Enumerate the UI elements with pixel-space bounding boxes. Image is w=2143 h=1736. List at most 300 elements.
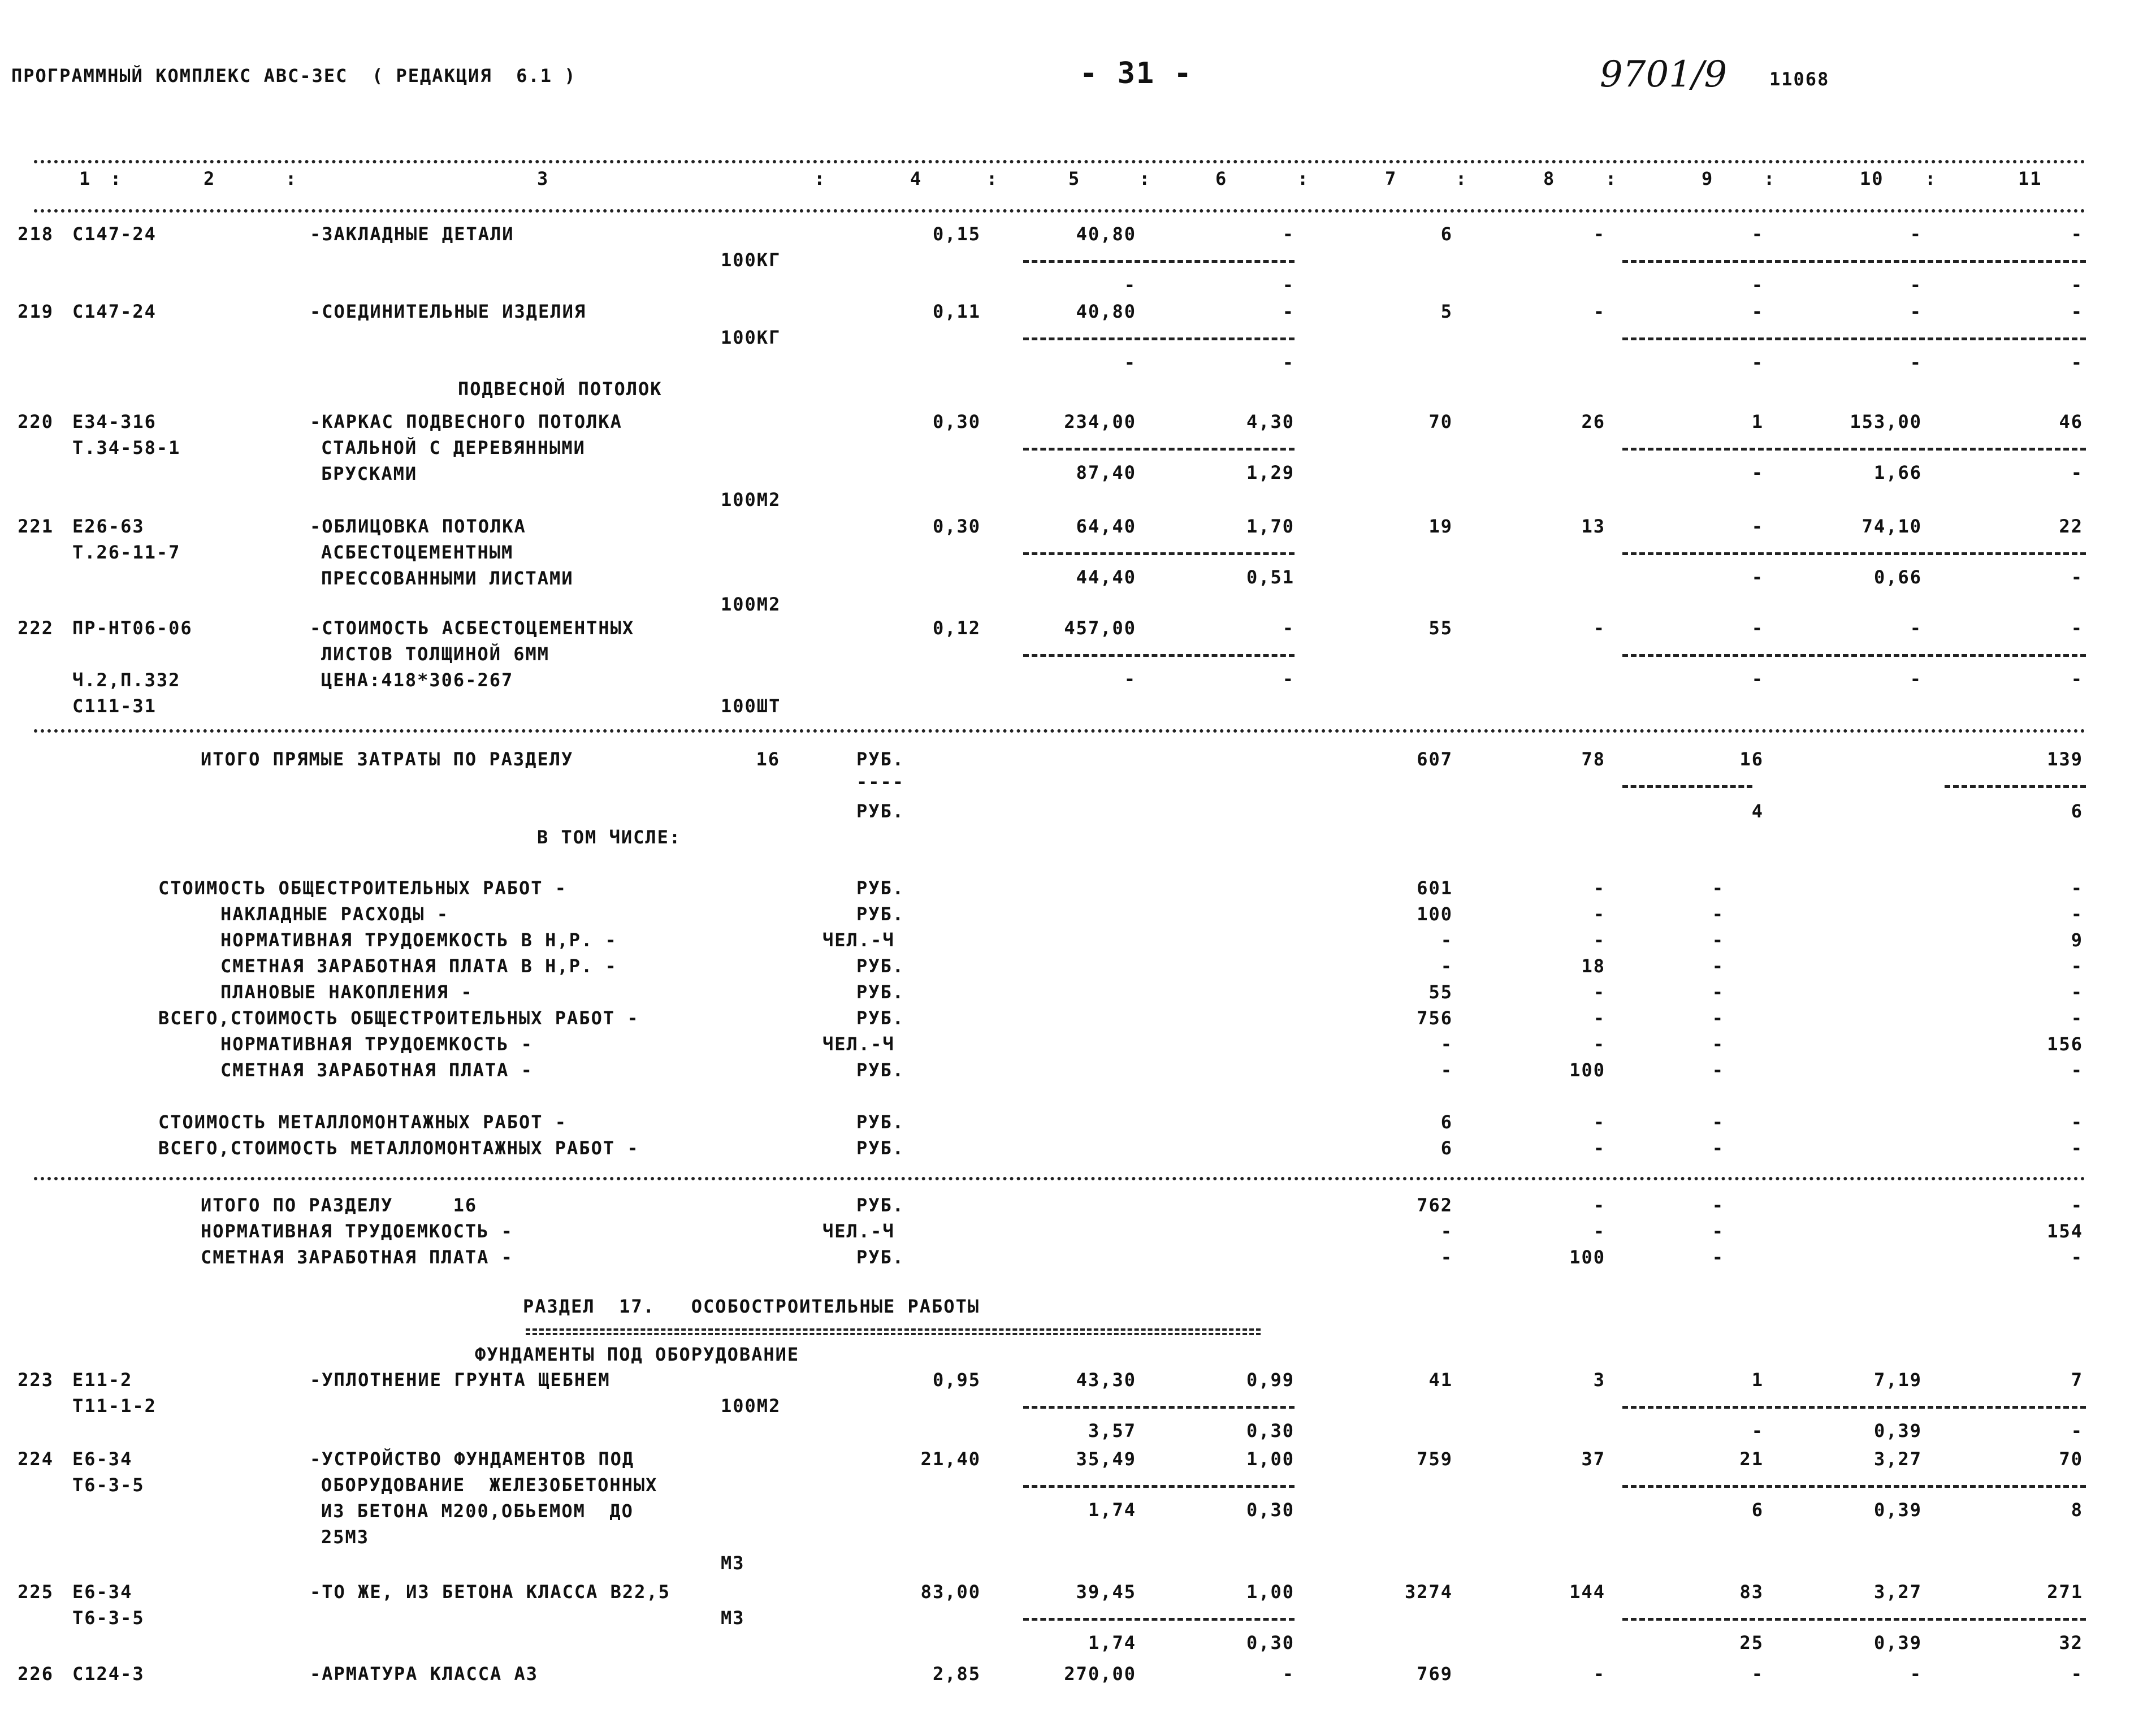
summary-c11: 9 xyxy=(2071,929,2083,951)
item-code: ПР-НТ06-06 xyxy=(72,617,193,639)
final-c11: 154 xyxy=(2047,1220,2083,1242)
col11-value: 46 xyxy=(2059,411,2083,432)
quantity: 0,30 xyxy=(932,411,981,432)
subtotal-dashes xyxy=(1622,448,2086,451)
summary-label: ВСЕГО,СТОИМОСТЬ ОБЩЕСТРОИТЕЛЬНЫХ РАБОТ - xyxy=(158,1007,639,1029)
unit-cost: 64,40 xyxy=(1076,516,1136,537)
final-unit: РУБ. xyxy=(856,1194,905,1216)
col8-value: 26 xyxy=(1581,411,1605,432)
item-name: -УСТРОЙСТВО ФУНДАМЕНТОВ ПОД xyxy=(310,1448,635,1470)
col10-value: 7,19 xyxy=(1873,1369,1922,1391)
total-c11-wage: 6 xyxy=(2071,800,2083,822)
col9-wage: 6 xyxy=(1751,1499,1764,1521)
total-c7: 607 xyxy=(1417,748,1453,770)
unit-wage: 3,57 xyxy=(1088,1420,1136,1441)
final-c7: - xyxy=(1440,1220,1453,1242)
unit-cost: 35,49 xyxy=(1076,1448,1136,1470)
col11-wage: 8 xyxy=(2071,1499,2083,1521)
summary-c8: - xyxy=(1593,1033,1605,1055)
col10-value: 153,00 xyxy=(1850,411,1922,432)
total-cost: 759 xyxy=(1417,1448,1453,1470)
unit-wage-col6: 0,51 xyxy=(1246,566,1295,588)
unit-wage: - xyxy=(1124,274,1136,296)
item-code: С147-24 xyxy=(72,301,157,322)
col8-value: - xyxy=(1593,617,1605,639)
col9-value: - xyxy=(1751,223,1764,245)
final-label: ИТОГО ПО РАЗДЕЛУ 16 xyxy=(201,1194,478,1216)
unit-wage-col6: - xyxy=(1282,274,1295,296)
column-separator: : xyxy=(814,168,826,189)
subsection-title: ПОДВЕСНОЙ ПОТОЛОК xyxy=(458,378,663,400)
item-name: -УПЛОТНЕНИЕ ГРУНТА ЩЕБНЕМ xyxy=(310,1369,611,1391)
final-label: СМЕТНАЯ ЗАРАБОТНАЯ ПЛАТА - xyxy=(201,1246,513,1268)
summary-unit: ЧЕЛ.-Ч xyxy=(822,1033,895,1055)
item-code: Ч.2,П.332 xyxy=(72,669,181,691)
item-name: ЦЕНА:418*306-267 xyxy=(321,669,514,691)
item-unit: 100М2 xyxy=(721,1395,781,1417)
summary-c8: 100 xyxy=(1569,1059,1605,1081)
summary-c11: 156 xyxy=(2047,1033,2083,1055)
summary-label: СТОИМОСТЬ ОБЩЕСТРОИТЕЛЬНЫХ РАБОТ - xyxy=(158,877,568,899)
column-header-11: 11 xyxy=(2018,168,2042,189)
item-code: Т.34-58-1 xyxy=(72,437,181,458)
final-c11: - xyxy=(2071,1246,2083,1268)
item-name: -СТОИМОСТЬ АСБЕСТОЦЕМЕНТНЫХ xyxy=(310,617,635,639)
subtotal-dashes xyxy=(1622,785,1752,788)
col10-wage: 0,39 xyxy=(1873,1420,1922,1441)
unit-cost-col6: 1,00 xyxy=(1246,1581,1295,1603)
item-code: Е26-63 xyxy=(72,516,145,537)
col11-value: 70 xyxy=(2059,1448,2083,1470)
total-cost: 41 xyxy=(1428,1369,1453,1391)
subtotal-dashes xyxy=(1622,1618,2086,1621)
col10-value: - xyxy=(1910,1663,1922,1685)
subtotal-dashes xyxy=(1622,654,2086,657)
summary-c11: - xyxy=(2071,1007,2083,1029)
summary-label: ВСЕГО,СТОИМОСТЬ МЕТАЛЛОМОНТАЖНЫХ РАБОТ - xyxy=(158,1137,639,1159)
column-header-3: 3 xyxy=(537,168,549,189)
total-cost: 5 xyxy=(1440,301,1453,322)
final-c7: 762 xyxy=(1417,1194,1453,1216)
subtotal-dashes xyxy=(1622,1485,2086,1488)
final-unit: ЧЕЛ.-Ч xyxy=(822,1220,895,1242)
document-code: 11068 xyxy=(1769,68,1830,90)
col8-value: 13 xyxy=(1581,516,1605,537)
total-cost: 769 xyxy=(1417,1663,1453,1685)
col10-value: - xyxy=(1910,617,1922,639)
item-name: -СОЕДИНИТЕЛЬНЫЕ ИЗДЕЛИЯ xyxy=(310,301,587,322)
unit-cost: 40,80 xyxy=(1076,223,1136,245)
subtotal-dashes xyxy=(1023,1406,1295,1409)
col9-value: 21 xyxy=(1739,1448,1764,1470)
final-unit: РУБ. xyxy=(856,1246,905,1268)
col8-value: 144 xyxy=(1569,1581,1605,1603)
column-header-2: 2 xyxy=(204,168,216,189)
item-code: Т.26-11-7 xyxy=(72,542,181,563)
program-header: ПРОГРАММНЫЙ КОМПЛЕКС АВС-3ЕС ( РЕДАКЦИЯ 6.1 ) xyxy=(11,65,577,86)
col10-wage: - xyxy=(1910,352,1922,373)
unit-wage-col6: - xyxy=(1282,352,1295,373)
total-unit-underline: ---- xyxy=(856,771,905,793)
summary-c11: - xyxy=(2071,1137,2083,1159)
summary-c8: - xyxy=(1593,929,1605,951)
col10-wage: 0,39 xyxy=(1873,1632,1922,1653)
col10-value: 3,27 xyxy=(1873,1448,1922,1470)
summary-label: НОРМАТИВНАЯ ТРУДОЕМКОСТЬ В Н,Р. - xyxy=(220,929,617,951)
item-name: ИЗ БЕТОНА М200,ОБЬЕМОМ ДО xyxy=(321,1500,634,1522)
col9-value: - xyxy=(1751,301,1764,322)
item-code: Е11-2 xyxy=(72,1369,133,1391)
total-cost: 55 xyxy=(1428,617,1453,639)
total-cost: 70 xyxy=(1428,411,1453,432)
final-c8: - xyxy=(1593,1194,1605,1216)
col11-wage: - xyxy=(2071,1420,2083,1441)
summary-label: СМЕТНАЯ ЗАРАБОТНАЯ ПЛАТА В Н,Р. - xyxy=(220,955,617,977)
top-rule xyxy=(34,160,2086,163)
unit-wage-col6: 0,30 xyxy=(1246,1420,1295,1441)
column-header-8: 8 xyxy=(1543,168,1556,189)
summary-c7: 601 xyxy=(1417,877,1453,899)
unit-wage: 1,74 xyxy=(1088,1499,1136,1521)
unit-cost-col6: - xyxy=(1282,301,1295,322)
summary-c9: - xyxy=(1712,1033,1724,1055)
final-c8: - xyxy=(1593,1220,1605,1242)
final-c9: - xyxy=(1712,1220,1724,1242)
subtotal-dashes xyxy=(1023,552,1295,555)
item-name: ПРЕССОВАННЫМИ ЛИСТАМИ xyxy=(321,568,574,589)
summary-label: НОРМАТИВНАЯ ТРУДОЕМКОСТЬ - xyxy=(220,1033,533,1055)
item-code: С147-24 xyxy=(72,223,157,245)
summary-c9: - xyxy=(1712,955,1724,977)
subtotal-dashes xyxy=(1622,260,2086,263)
item-number: 223 xyxy=(18,1369,54,1391)
unit-wage: 1,74 xyxy=(1088,1632,1136,1653)
unit-wage-col6: 0,30 xyxy=(1246,1499,1295,1521)
col11-wage: - xyxy=(2071,462,2083,483)
column-separator: : xyxy=(1764,168,1776,189)
col8-value: 37 xyxy=(1581,1448,1605,1470)
unit-cost: 234,00 xyxy=(1064,411,1136,432)
summary-unit: РУБ. xyxy=(856,1137,905,1159)
summary-unit: РУБ. xyxy=(856,981,905,1003)
col9-wage: 25 xyxy=(1739,1632,1764,1653)
unit-cost-col6: 1,70 xyxy=(1246,516,1295,537)
total-unit: РУБ. xyxy=(856,748,905,770)
col11-value: - xyxy=(2071,1663,2083,1685)
subtotal-dashes xyxy=(1023,337,1295,340)
final-c9: - xyxy=(1712,1194,1724,1216)
unit-cost-col6: 0,99 xyxy=(1246,1369,1295,1391)
column-header-6: 6 xyxy=(1215,168,1228,189)
col11-wage: - xyxy=(2071,668,2083,690)
item-code: Е6-34 xyxy=(72,1581,133,1603)
item-name: -ЗАКЛАДНЫЕ ДЕТАЛИ xyxy=(310,223,514,245)
col9-wage: - xyxy=(1751,566,1764,588)
item-name: -АРМАТУРА КЛАССА А3 xyxy=(310,1663,539,1685)
quantity: 83,00 xyxy=(920,1581,981,1603)
item-number: 219 xyxy=(18,301,54,322)
column-header-10: 10 xyxy=(1860,168,1884,189)
summary-c9: - xyxy=(1712,929,1724,951)
item-unit: 100КГ xyxy=(721,327,781,348)
section-title-underline xyxy=(526,1333,1261,1335)
col10-wage: 1,66 xyxy=(1873,462,1922,483)
column-separator: : xyxy=(1456,168,1468,189)
item-unit: М3 xyxy=(721,1607,745,1629)
total-c11: 139 xyxy=(2047,748,2083,770)
column-header-9: 9 xyxy=(1702,168,1714,189)
item-name: БРУСКАМИ xyxy=(321,463,418,484)
total-section-number: 16 xyxy=(756,748,780,770)
unit-cost: 40,80 xyxy=(1076,301,1136,322)
item-code: С111-31 xyxy=(72,695,157,717)
col11-value: 7 xyxy=(2071,1369,2083,1391)
section-17-title: РАЗДЕЛ 17. ОСОБОСТРОИТЕЛЬНЫЕ РАБОТЫ xyxy=(523,1296,980,1317)
section-title-underline xyxy=(526,1328,1261,1331)
final-c9: - xyxy=(1712,1246,1724,1268)
col10-wage: - xyxy=(1910,668,1922,690)
item-name: АСБЕСТОЦЕМЕНТНЫМ xyxy=(321,542,514,563)
summary-c8: - xyxy=(1593,877,1605,899)
col9-value: - xyxy=(1751,1663,1764,1685)
total-cost: 3274 xyxy=(1404,1581,1453,1603)
col11-value: 22 xyxy=(2059,516,2083,537)
col8-value: 3 xyxy=(1593,1369,1605,1391)
summary-unit: РУБ. xyxy=(856,1111,905,1133)
total-c9: 16 xyxy=(1739,748,1764,770)
col10-value: - xyxy=(1910,223,1922,245)
summary-c11: - xyxy=(2071,955,2083,977)
col10-wage: 0,39 xyxy=(1873,1499,1922,1521)
final-c8: 100 xyxy=(1569,1246,1605,1268)
item-code: Т6-3-5 xyxy=(72,1607,145,1629)
item-code: Т11-1-2 xyxy=(72,1395,157,1417)
col11-value: 271 xyxy=(2047,1581,2083,1603)
col9-wage: - xyxy=(1751,668,1764,690)
summary-c9: - xyxy=(1712,877,1724,899)
unit-wage-col6: 1,29 xyxy=(1246,462,1295,483)
column-separator: : xyxy=(110,168,123,189)
summary-label: СТОИМОСТЬ МЕТАЛЛОМОНТАЖНЫХ РАБОТ - xyxy=(158,1111,568,1133)
summary-c7: - xyxy=(1440,955,1453,977)
quantity: 0,12 xyxy=(932,617,981,639)
unit-cost: 43,30 xyxy=(1076,1369,1136,1391)
unit-cost-col6: 4,30 xyxy=(1246,411,1295,432)
unit-wage: - xyxy=(1124,352,1136,373)
unit-wage: 44,40 xyxy=(1076,566,1136,588)
summary-c9: - xyxy=(1712,1007,1724,1029)
item-name: ЛИСТОВ ТОЛЩИНОЙ 6ММ xyxy=(321,643,550,665)
quantity: 2,85 xyxy=(932,1663,981,1685)
unit-wage: - xyxy=(1124,668,1136,690)
col9-value: - xyxy=(1751,516,1764,537)
summary-c8: - xyxy=(1593,981,1605,1003)
column-separator: : xyxy=(1139,168,1151,189)
col11-wage: - xyxy=(2071,566,2083,588)
col9-wage: - xyxy=(1751,352,1764,373)
item-number: 218 xyxy=(18,223,54,245)
summary-c9: - xyxy=(1712,1111,1724,1133)
total-label: ИТОГО ПРЯМЫЕ ЗАТРАТЫ ПО РАЗДЕЛУ xyxy=(201,748,574,770)
unit-wage-col6: - xyxy=(1282,668,1295,690)
item-code: Т6-3-5 xyxy=(72,1474,145,1496)
total-cost: 19 xyxy=(1428,516,1453,537)
col9-value: 1 xyxy=(1751,1369,1764,1391)
unit-wage: 87,40 xyxy=(1076,462,1136,483)
col9-wage: - xyxy=(1751,1420,1764,1441)
subtotal-dashes xyxy=(1622,337,2086,340)
total-cost: 6 xyxy=(1440,223,1453,245)
summary-label: ПЛАНОВЫЕ НАКОПЛЕНИЯ - xyxy=(220,981,473,1003)
subtotal-dashes xyxy=(1622,552,2086,555)
including-label: В ТОМ ЧИСЛЕ: xyxy=(537,826,682,848)
summary-c7: - xyxy=(1440,1059,1453,1081)
final-label: НОРМАТИВНАЯ ТРУДОЕМКОСТЬ - xyxy=(201,1220,513,1242)
col11-value: - xyxy=(2071,617,2083,639)
handwritten-number: 9701/9 xyxy=(1600,54,1728,96)
column-header-7: 7 xyxy=(1385,168,1397,189)
section-end-rule xyxy=(34,1177,2086,1180)
summary-c8: - xyxy=(1593,1111,1605,1133)
item-number: 225 xyxy=(18,1581,54,1603)
col9-value: - xyxy=(1751,617,1764,639)
subtotal-dashes xyxy=(1023,448,1295,451)
unit-cost: 457,00 xyxy=(1064,617,1136,639)
summary-c7: 6 xyxy=(1440,1137,1453,1159)
summary-c7: - xyxy=(1440,1033,1453,1055)
summary-unit: РУБ. xyxy=(856,1007,905,1029)
header-rule xyxy=(34,209,2086,213)
subtotal-dashes xyxy=(1023,1618,1295,1621)
summary-c9: - xyxy=(1712,1059,1724,1081)
section-rule xyxy=(34,729,2086,733)
item-name: ОБОРУДОВАНИЕ ЖЕЛЕЗОБЕТОННЫХ xyxy=(321,1474,658,1496)
summary-c11: - xyxy=(2071,981,2083,1003)
item-unit: 100М2 xyxy=(721,489,781,510)
total-unit-2: РУБ. xyxy=(856,800,905,822)
column-separator: : xyxy=(1925,168,1937,189)
item-number: 221 xyxy=(18,516,54,537)
col8-value: - xyxy=(1593,301,1605,322)
unit-cost: 39,45 xyxy=(1076,1581,1136,1603)
col11-wage: - xyxy=(2071,352,2083,373)
summary-c7: 6 xyxy=(1440,1111,1453,1133)
summary-c9: - xyxy=(1712,1137,1724,1159)
subtotal-dashes xyxy=(1023,1485,1295,1488)
summary-c11: - xyxy=(2071,877,2083,899)
subtotal-dashes xyxy=(1622,1406,2086,1409)
col8-value: - xyxy=(1593,1663,1605,1685)
item-name: -ТО ЖЕ, ИЗ БЕТОНА КЛАССА В22,5 xyxy=(310,1581,670,1603)
total-c8: 78 xyxy=(1581,748,1605,770)
summary-label: НАКЛАДНЫЕ РАСХОДЫ - xyxy=(220,903,449,925)
summary-c8: - xyxy=(1593,1137,1605,1159)
col9-value: 1 xyxy=(1751,411,1764,432)
item-code: Е6-34 xyxy=(72,1448,133,1470)
col11-value: - xyxy=(2071,223,2083,245)
unit-cost-col6: 1,00 xyxy=(1246,1448,1295,1470)
item-unit: М3 xyxy=(721,1552,745,1574)
summary-c8: 18 xyxy=(1581,955,1605,977)
column-separator: : xyxy=(1605,168,1618,189)
item-number: 220 xyxy=(18,411,54,432)
col11-wage: 32 xyxy=(2059,1632,2083,1653)
item-name: 25М3 xyxy=(321,1526,370,1548)
item-number: 224 xyxy=(18,1448,54,1470)
final-c11: - xyxy=(2071,1194,2083,1216)
subtotal-dashes xyxy=(1023,260,1295,263)
unit-cost: 270,00 xyxy=(1064,1663,1136,1685)
item-name: СТАЛЬНОЙ С ДЕРЕВЯННЫМИ xyxy=(321,437,586,458)
quantity: 0,11 xyxy=(932,301,981,322)
col8-value: - xyxy=(1593,223,1605,245)
section-17-subtitle: ФУНДАМЕНТЫ ПОД ОБОРУДОВАНИЕ xyxy=(475,1344,800,1365)
column-header-4: 4 xyxy=(910,168,923,189)
summary-label: СМЕТНАЯ ЗАРАБОТНАЯ ПЛАТА - xyxy=(220,1059,533,1081)
col9-value: 83 xyxy=(1739,1581,1764,1603)
column-separator: : xyxy=(1297,168,1310,189)
item-unit: 100КГ xyxy=(721,249,781,271)
col9-wage: - xyxy=(1751,462,1764,483)
col10-value: - xyxy=(1910,301,1922,322)
summary-unit: ЧЕЛ.-Ч xyxy=(822,929,895,951)
col10-wage: - xyxy=(1910,274,1922,296)
column-header-1: 1 xyxy=(79,168,92,189)
summary-c9: - xyxy=(1712,903,1724,925)
summary-c8: - xyxy=(1593,903,1605,925)
subtotal-dashes xyxy=(1945,785,2086,788)
page-number: - 31 - xyxy=(1080,57,1193,90)
item-unit: 100М2 xyxy=(721,594,781,615)
col10-value: 74,10 xyxy=(1861,516,1922,537)
summary-c7: - xyxy=(1440,929,1453,951)
item-code: Е34-316 xyxy=(72,411,157,432)
item-number: 222 xyxy=(18,617,54,639)
col11-wage: - xyxy=(2071,274,2083,296)
item-name: -ОБЛИЦОВКА ПОТОЛКА xyxy=(310,516,526,537)
column-separator: : xyxy=(285,168,298,189)
quantity: 21,40 xyxy=(920,1448,981,1470)
column-header-5: 5 xyxy=(1068,168,1081,189)
col9-wage: - xyxy=(1751,274,1764,296)
quantity: 0,30 xyxy=(932,516,981,537)
quantity: 0,15 xyxy=(932,223,981,245)
unit-cost-col6: - xyxy=(1282,223,1295,245)
total-c9-wage: 4 xyxy=(1751,800,1764,822)
unit-wage-col6: 0,30 xyxy=(1246,1632,1295,1653)
col10-value: 3,27 xyxy=(1873,1581,1922,1603)
item-name: -КАРКАС ПОДВЕСНОГО ПОТОЛКА xyxy=(310,411,622,432)
item-code: С124-3 xyxy=(72,1663,145,1685)
summary-c11: - xyxy=(2071,1059,2083,1081)
summary-unit: РУБ. xyxy=(856,903,905,925)
subtotal-dashes xyxy=(1023,654,1295,657)
summary-c11: - xyxy=(2071,903,2083,925)
summary-c9: - xyxy=(1712,981,1724,1003)
summary-c7: 756 xyxy=(1417,1007,1453,1029)
summary-c7: 55 xyxy=(1428,981,1453,1003)
quantity: 0,95 xyxy=(932,1369,981,1391)
summary-unit: РУБ. xyxy=(856,955,905,977)
col11-value: - xyxy=(2071,301,2083,322)
summary-c11: - xyxy=(2071,1111,2083,1133)
final-c7: - xyxy=(1440,1246,1453,1268)
summary-unit: РУБ. xyxy=(856,877,905,899)
summary-c7: 100 xyxy=(1417,903,1453,925)
col10-wage: 0,66 xyxy=(1873,566,1922,588)
unit-cost-col6: - xyxy=(1282,617,1295,639)
column-separator: : xyxy=(986,168,999,189)
